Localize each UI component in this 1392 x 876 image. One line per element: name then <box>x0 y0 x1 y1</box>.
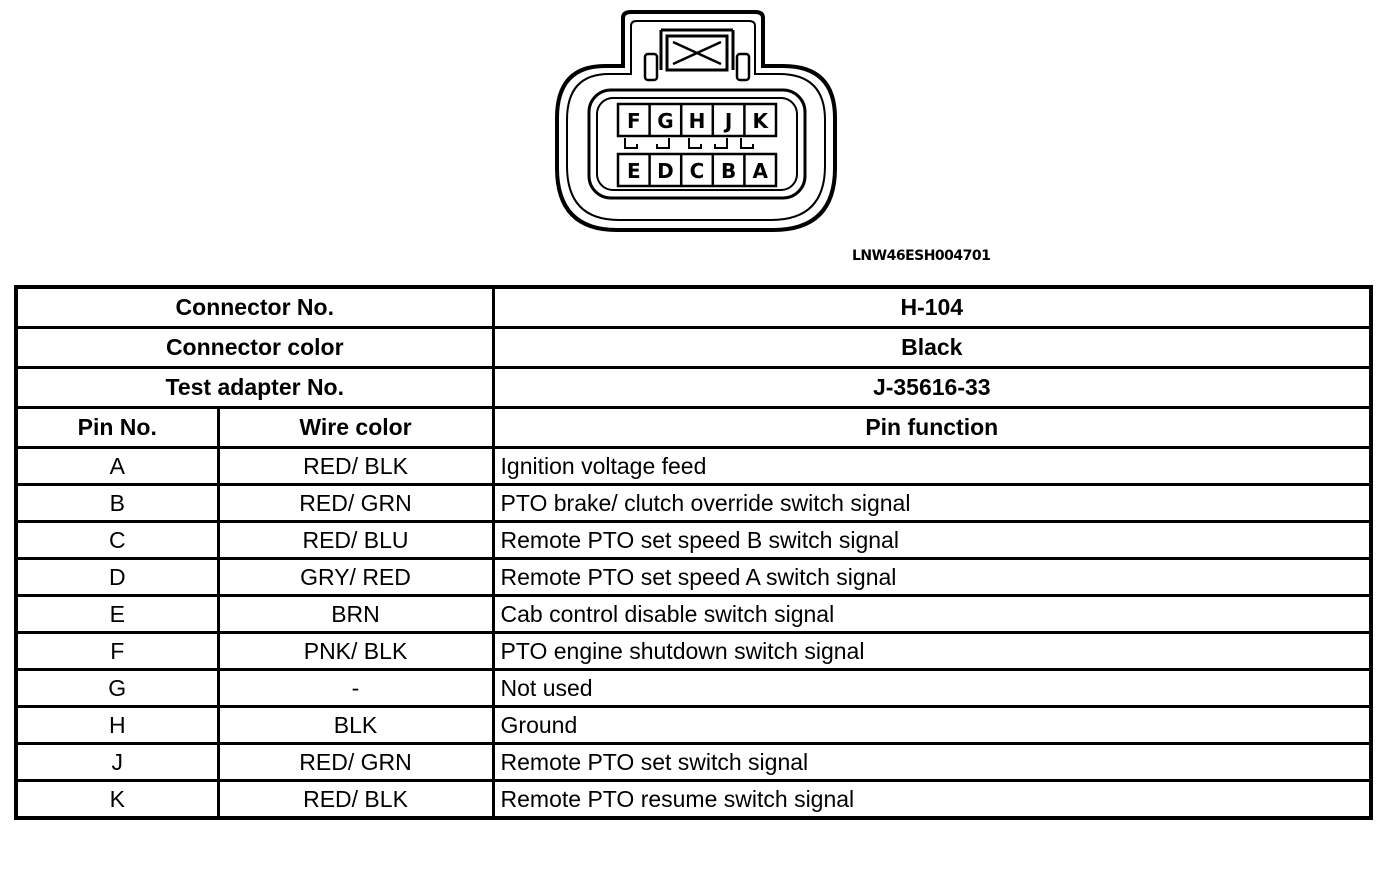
pin-no-cell: G <box>16 670 218 707</box>
test-adapter-row <box>16 368 1371 408</box>
table-row <box>16 781 1371 819</box>
pin-function-cell: Remote PTO resume switch signal <box>493 781 1371 819</box>
connector-pin-table <box>14 285 1373 820</box>
pin-no-cell: J <box>16 744 218 781</box>
pin-rows <box>16 448 1371 819</box>
pin-function-cell: Remote PTO set switch signal <box>493 744 1371 781</box>
column-header-row <box>16 408 1371 448</box>
pin-no-cell: C <box>16 522 218 559</box>
pin-no-cell: A <box>16 448 218 485</box>
pin-function-cell: Ground <box>493 707 1371 744</box>
wire-color-cell: RED/ BLK <box>218 448 493 485</box>
pin-function-cell: PTO engine shutdown switch signal <box>493 633 1371 670</box>
pin-no-cell: F <box>16 633 218 670</box>
pin-function-cell: Not used <box>493 670 1371 707</box>
test-adapter-label: Test adapter No. <box>16 368 493 408</box>
connector-no-value: H-104 <box>493 287 1371 328</box>
table-row <box>16 707 1371 744</box>
pin-function-cell: Cab control disable switch signal <box>493 596 1371 633</box>
table-row <box>16 448 1371 485</box>
table-row <box>16 559 1371 596</box>
wire-color-cell: RED/ BLU <box>218 522 493 559</box>
table-row <box>16 522 1371 559</box>
table-row <box>16 485 1371 522</box>
figure-code: LNW46ESH004701 <box>852 248 991 264</box>
table-row <box>16 633 1371 670</box>
wire-color-header: Wire color <box>218 408 493 448</box>
test-adapter-value: J-35616-33 <box>493 368 1371 408</box>
pin-function-cell: PTO brake/ clutch override switch signal <box>493 485 1371 522</box>
connector-color-value: Black <box>493 328 1371 368</box>
table-row <box>16 670 1371 707</box>
pin-no-cell: H <box>16 707 218 744</box>
bottom-pin-row <box>618 154 776 186</box>
top-pin-row <box>618 104 776 136</box>
pin-function-cell: Remote PTO set speed B switch signal <box>493 522 1371 559</box>
connector-no-label: Connector No. <box>16 287 493 328</box>
pin-label-b: B <box>720 159 737 183</box>
pin-label-j: J <box>724 109 733 133</box>
connector-color-row <box>16 328 1371 368</box>
wire-color-cell: BLK <box>218 707 493 744</box>
pin-no-cell: D <box>16 559 218 596</box>
pin-label-k: K <box>752 109 768 133</box>
pin-function-header: Pin function <box>493 408 1371 448</box>
pin-no-cell: E <box>16 596 218 633</box>
pin-label-g: G <box>657 109 674 133</box>
pin-no-cell: B <box>16 485 218 522</box>
connector-face-diagram <box>545 8 845 238</box>
pin-label-f: F <box>626 109 641 133</box>
wire-color-cell: RED/ GRN <box>218 744 493 781</box>
connector-color-label: Connector color <box>16 328 493 368</box>
pin-no-cell: K <box>16 781 218 819</box>
pin-function-cell: Ignition voltage feed <box>493 448 1371 485</box>
connector-no-row <box>16 287 1371 328</box>
wire-color-cell: PNK/ BLK <box>218 633 493 670</box>
table-row <box>16 596 1371 633</box>
wire-color-cell: RED/ GRN <box>218 485 493 522</box>
wire-color-cell: - <box>218 670 493 707</box>
wire-color-cell: GRY/ RED <box>218 559 493 596</box>
pin-label-a: A <box>752 159 768 183</box>
wire-color-cell: BRN <box>218 596 493 633</box>
pin-no-header: Pin No. <box>16 408 218 448</box>
pin-lock-tabs <box>625 138 753 148</box>
latch-icon <box>661 30 733 70</box>
pin-label-d: D <box>657 159 674 183</box>
table-row <box>16 744 1371 781</box>
wire-color-cell: RED/ BLK <box>218 781 493 819</box>
pin-label-h: H <box>688 109 706 133</box>
pin-function-cell: Remote PTO set speed A switch signal <box>493 559 1371 596</box>
pin-label-c: C <box>689 159 705 183</box>
pin-label-e: E <box>626 159 641 183</box>
